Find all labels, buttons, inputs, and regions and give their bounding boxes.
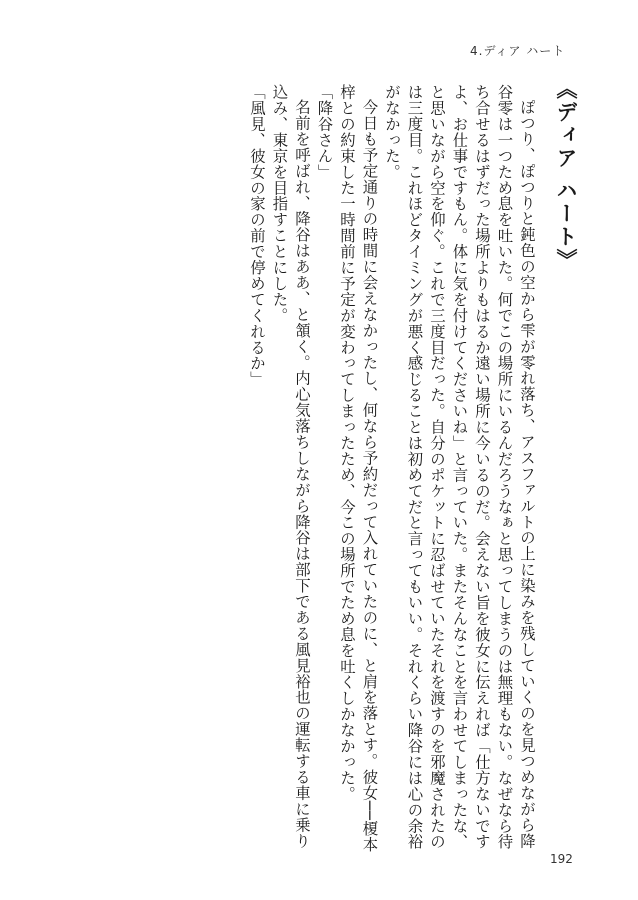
dialogue-line: 「降谷さん」 bbox=[315, 84, 334, 180]
running-head: 4.ディア ハート bbox=[470, 44, 566, 58]
page-number: 192 bbox=[550, 852, 573, 866]
dialogue-line: 「風見、彼女の家の前で停めてくれるか」 bbox=[248, 84, 266, 388]
paragraph: ぽつり、ぽつりと鈍色の空から雫が零れ落ち、アスファルトの上に染みを残していくのを見つめながら降谷零は一つため息を吐いた。何でこの場所にいるんだろうなぁと思ってしまうのは無理もない。なぜなら待ち合せるはずだった場所よりもはるか遠い場所に今いるのだ。会えない旨を彼女に伝えれば「仕方ないですよ、お仕事ですもん。体に気を付けてくださいね」と言っていた。またそんなことを言わせてしまったな、と思いながら空を仰ぐ。これで三度目だった。自分のポケットに忍ばせていたそれを渡すのを邪魔されたのは三度目。これほどタイミングが悪く感じることは初めてだと言ってもいい。それくらい降谷には心の余裕がなかった。 bbox=[383, 84, 536, 850]
chapter-title: 《ディア ハート》 bbox=[554, 78, 579, 272]
paragraph: 今日も予定通りの時間に会えなかったし、何なら予約だって入れていたのに、と肩を落とす。彼女──榎本梓との約束した一時間前に予定が変わってしまったため、今この場所でため息を吐くしかなかった。 bbox=[338, 84, 379, 853]
body-text bbox=[118, 84, 538, 854]
paragraph: 名前を呼ばれ、降谷はああ、と頷く。内心気落ちしながら降谷は部下である風見裕也の運転する車に乗り込み、東京を目指すことにした。 bbox=[270, 84, 311, 850]
